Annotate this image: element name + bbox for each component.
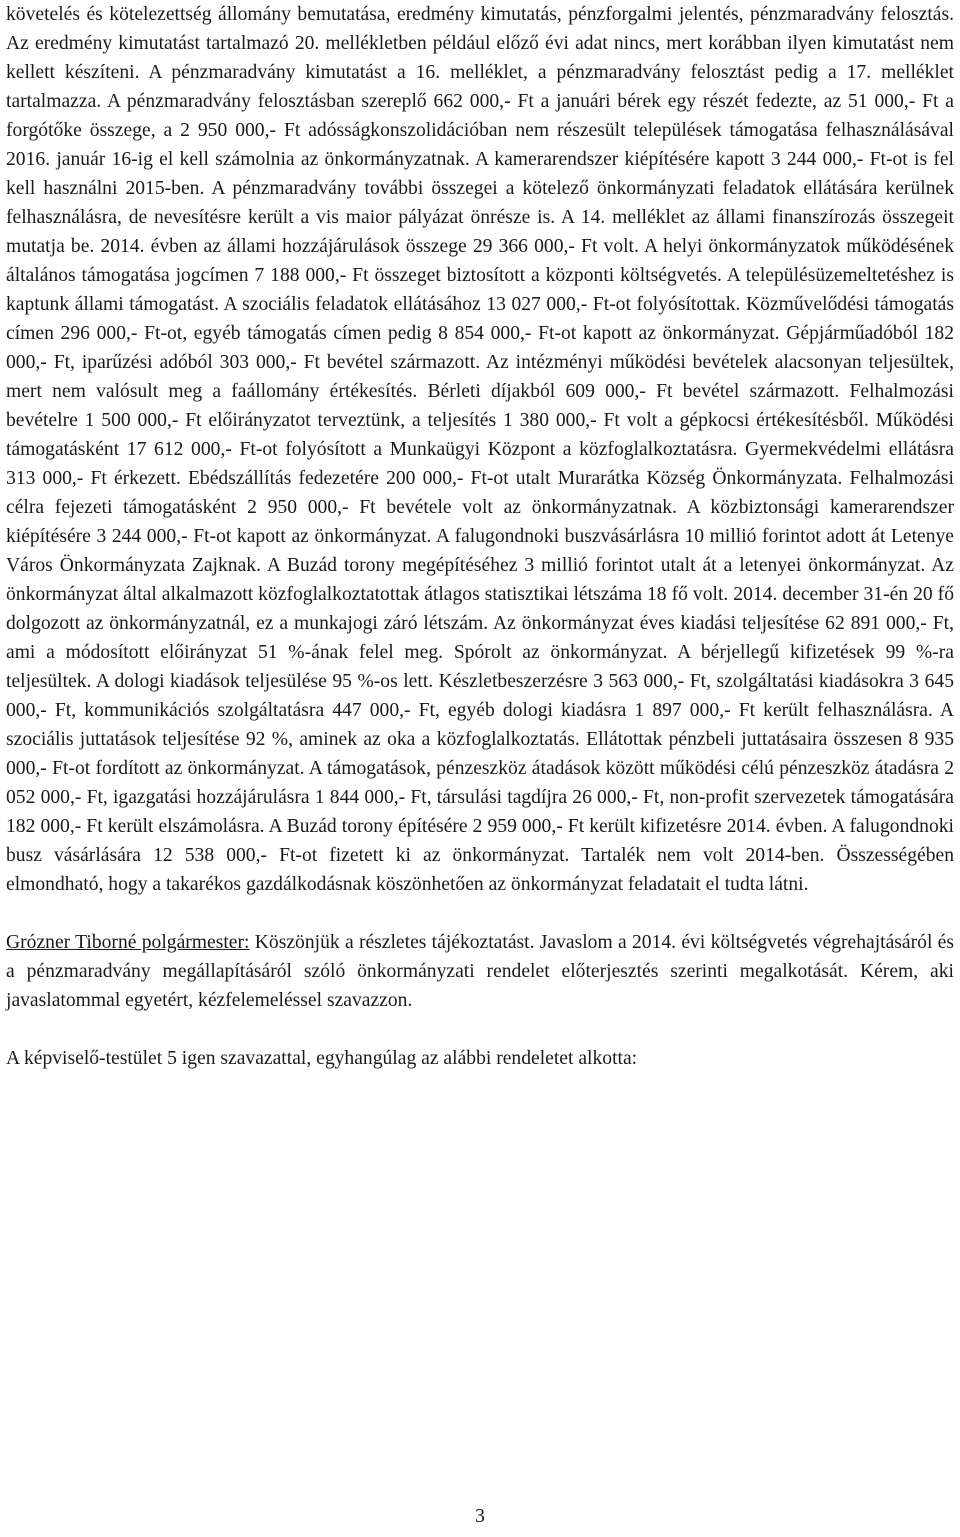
body-paragraph-financial-report: követelés és kötelezettség állomány bemutatása, eredmény kimutatás, pénzforgalmi jelentés, pénzmaradvány felosztás. Az eredmény kimutatást tartalmazó 20. mellékletben például előző évi adat nincs, mert korábban ilyen kimutatást nem kellett készíteni. A pénzmaradvány kimutatást a 16. melléklet, a pénzmaradvány felosztást pedig a 17. melléklet tartalmazza. A pénzmaradvány felosztásban szereplő 662 000,- Ft a januári bérek egy részét fedezte, az 51 000,- Ft a forgótőke összege, a 2 950 000,- Ft adósságkonszolidációban nem részesült települések támogatása felhasználásával 2016. január 16-ig el kell számolnia az önkormányzatnak. A kamerarendszer kiépítésére kapott 3 244 000,- Ft-ot is fel kell használni 2015-ben. A pénzmaradvány további összegei a kötelező önkormányzati feladatok ellátására kerülnek felhasználásra, de nevesítésre került a vis maior pályázat önrésze is. A 14. melléklet az állami finanszírozás összegeit mutatja be. 2014. évben az állami hozzájárulások összege 29 366 000,- Ft volt. A helyi önkormányzatok működésének általános támogatása jogcímen 7 188 000,- Ft összeget biztosított a központi költségvetés. A településüzemeltetéshez is kaptunk állami támogatást. A szociális feladatok ellátásához 13 027 000,- Ft-ot folyósítottak. Közművelődési támogatás címen 296 000,- Ft-ot, egyéb támogatás címen pedig 8 854 000,- Ft-ot kapott az önkormányzat. Gépjárműadóból 182 000,- Ft, iparűzési adóból 303 000,- Ft bevétel származott. Az intézményi működési bevételek alacsonyan teljesültek, mert nem valósult meg a faállomány értékesítés. Bérleti díjakból 609 000,- Ft bevétel származott. Felhalmozási bevételre 1 500 000,- Ft előirányzatot terveztünk, a teljesítés 1 380 000,- Ft volt a gépkocsi értékesítésből. Működési támogatásként 17 612 000,- Ft-ot folyósított a Munkaügyi Központ a közfoglalkoztatásra. Gyermekvédelmi ellátásra 313 000,- Ft érkezett. Ebédszállítás fedezetére 200 000,- Ft-ot utalt Murarátka Község Önkormányzata. Felhalmozási célra fejezeti támogatásként 2 950 000,- Ft bevétele volt az önkormányzatnak. A közbiztonsági kamerarendszer kiépítésére 3 244 000,- Ft-ot kapott az önkormányzat. A falugondnoki buszvásárlásra 10 millió forintot adott át Letenye Város Önkormányzata Zajknak. A Buzád torony megépítéséhez 3 millió forintot utalt át a letenyei önkormányzat. Az önkormányzat által alkalmazott közfoglalkoztatottak átlagos statisztikai létszáma 18 fő volt. 2014. december 31-én 20 fő dolgozott az önkormányzatnál, ez a munkajogi záró létszám. Az önkormányzat éves kiadási teljesítése 62 891 000,- Ft, ami a módosított előirányzat 51 %-ának felel meg. Spórolt az önkormányzat. A bérjellegű kifizetések 99 %-ra teljesültek. A dologi kiadások teljesülése 95 %-os lett. Készletbeszerzésre 3 563 000,- Ft, szolgáltatási kiadásokra 3 645 000,- Ft, kommunikációs szolgáltatásra 447 000,- Ft, egyéb dologi kiadásra 1 897 000,- Ft került felhasználásra. A szociális juttatások teljesítése 92 %, aminek az oka a közfoglalkoztatás. Ellátottak pénzbeli juttatásaira összesen 8 935 000,- Ft-ot fordított az önkormányzat. A támogatások, pénzeszköz átadások között működési célú pénzeszköz átadásra 2 052 000,- Ft, igazgatási hozzájárulásra 1 844 000,- Ft, társulási tagdíjra 26 000,- Ft, non-profit szervezetek támogatására 182 000,- Ft került elszámolásra. A Buzád torony építésére 2 959 000,- Ft került kifizetésre 2014. évben. A falugondnoki busz vásárlására 12 538 000,- Ft-ot fizetett ki az önkormányzat. Tartalék nem volt 2014-ben. Összességében elmondható, hogy a takarékos gazdálkodásnak köszönhetően az önkormányzat feladatait el tudta látni.	[6, 4, 954, 895]
document-page	[6, 0, 954, 1073]
page-number: 3	[475, 1506, 485, 1527]
mayor-statement-text: Köszönjük a részletes tájékoztatást. Javaslom a 2014. évi költségvetés végrehajtásáról és a pénzmaradvány megállapításáról szóló önkormányzati rendelet előterjesztés szerinti megalkotását. Kérem, aki javaslatommal egyetért, kézfelemeléssel szavazzon.	[6, 932, 955, 1011]
body-paragraph-vote-result: A képviselő-testület 5 igen szavazattal, egyhangúlag az alábbi rendeletet alkotta:	[6, 1048, 638, 1069]
body-paragraph-mayor-statement	[6, 928, 954, 1015]
speaker-name: Grózner Tiborné polgármester:	[6, 932, 250, 953]
